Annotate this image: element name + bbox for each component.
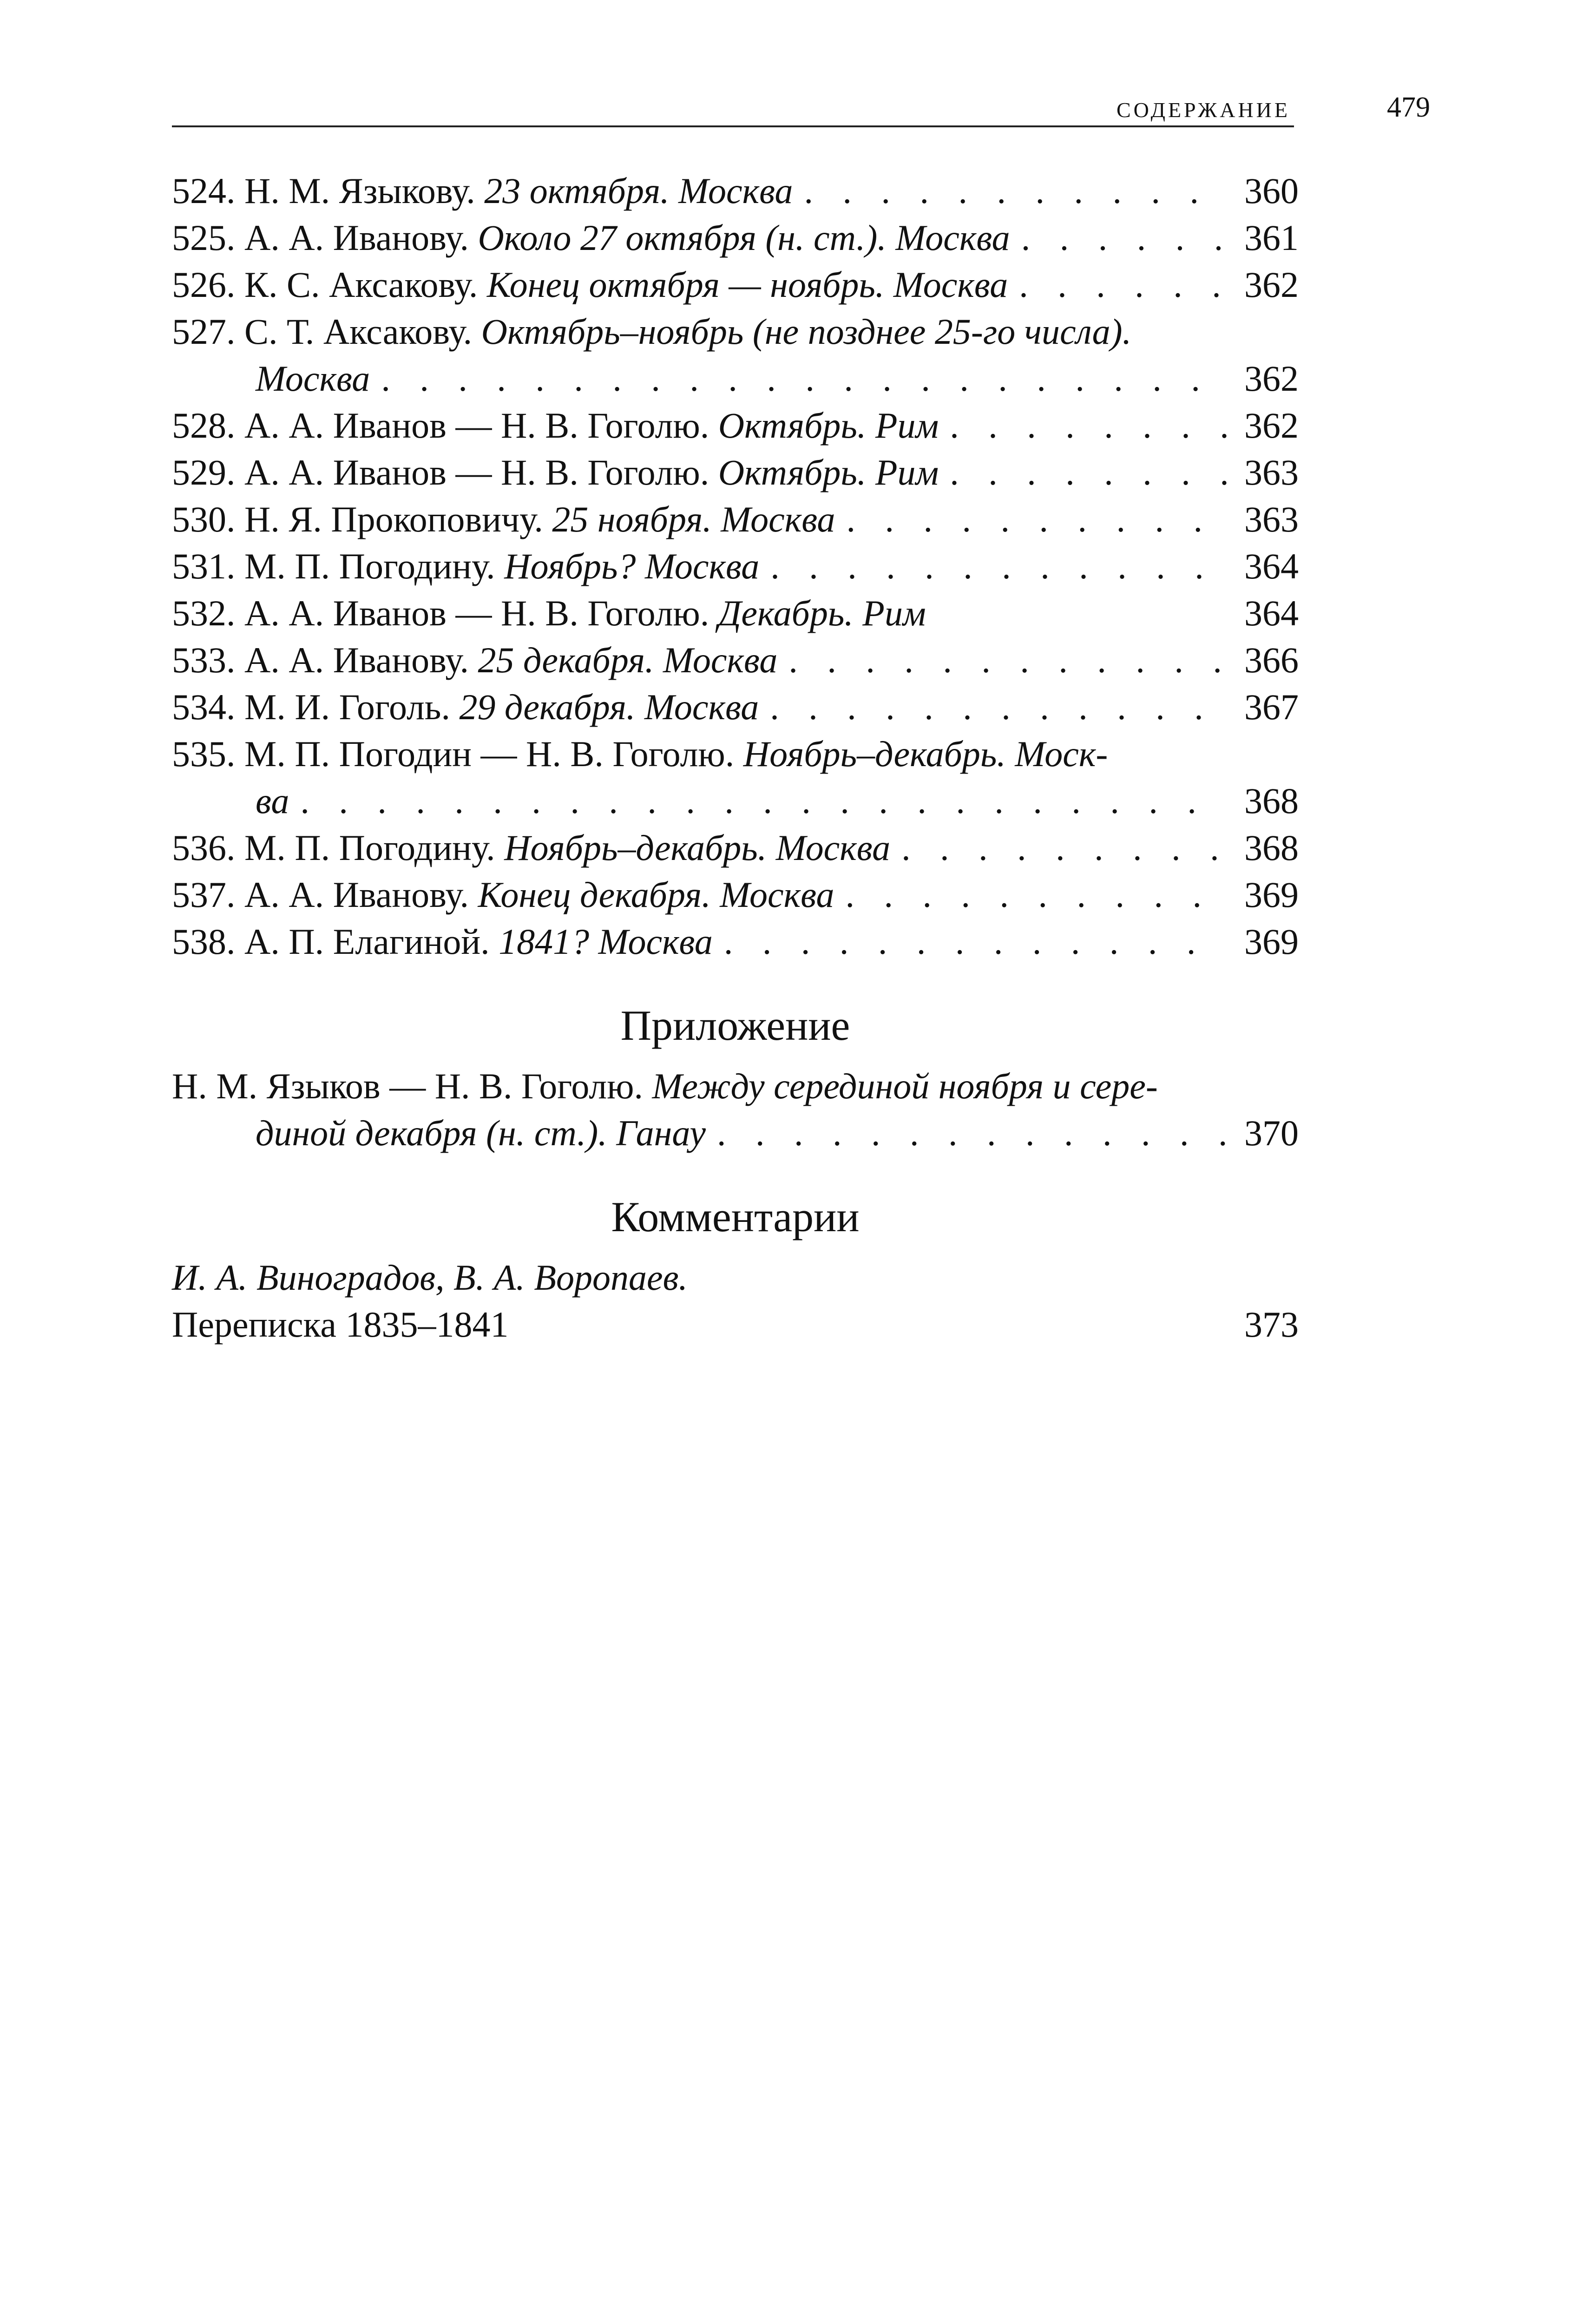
- toc-entry-535-line2: [172, 777, 1299, 824]
- entry-label: 526. К. С. Аксакову. Конец октября — ноябрь. Москва: [172, 264, 1008, 305]
- entry-page: 368: [1244, 781, 1299, 821]
- leader-dots: [717, 1109, 1227, 1156]
- entry-page: 363: [1244, 452, 1299, 492]
- entry-label: 530. Н. Я. Прокоповичу. 25 ноября. Москва: [172, 499, 835, 539]
- leader-dots: [300, 777, 1227, 824]
- entry-page: 369: [1244, 921, 1299, 962]
- toc-entry-532: [172, 590, 1299, 637]
- entry-continuation: ва: [256, 781, 289, 821]
- entry-page: 367: [1244, 687, 1299, 727]
- leader-dots: [770, 543, 1227, 590]
- toc-entry-533: [172, 637, 1299, 683]
- entry-page: 363: [1244, 499, 1299, 539]
- table-of-contents: [172, 167, 1299, 1348]
- entry-label: 524. Н. М. Языкову. 23 октября. Москва: [172, 171, 793, 211]
- toc-entry-534: [172, 683, 1299, 730]
- entry-label: 529. А. А. Иванов — Н. В. Гоголю. Октябрь. Рим: [172, 452, 939, 492]
- toc-entry-536: [172, 824, 1299, 871]
- entry-page: 360: [1244, 171, 1299, 211]
- toc-entry-525: [172, 214, 1299, 261]
- toc-entry-527-line1: 527. С. Т. Аксакову. Октябрь–ноябрь (не позднее 25-го числа).: [172, 311, 1132, 352]
- toc-entry-526: [172, 261, 1299, 308]
- entry-page: 366: [1244, 640, 1299, 680]
- toc-entry-528: [172, 402, 1299, 449]
- entry-page: 368: [1244, 827, 1299, 868]
- entry-label: Переписка 1835–1841: [172, 1304, 509, 1345]
- entry-label: 535. М. П. Погодин — Н. В. Гоголю. Ноябрь–декабрь. Моск-: [172, 734, 1108, 774]
- entry-label: 534. М. И. Гоголь. 29 декабря. Москва: [172, 687, 759, 727]
- entry-page: 369: [1244, 874, 1299, 915]
- entry-page: 364: [1244, 546, 1299, 586]
- leader-dots: [724, 918, 1227, 965]
- entry-page: 362: [1244, 405, 1299, 446]
- page-number: 479: [1387, 92, 1430, 123]
- entry-page: 370: [1244, 1113, 1299, 1153]
- toc-entry-524: [172, 167, 1299, 214]
- leader-dots: [770, 683, 1227, 730]
- commentary-heading: Комментарии: [611, 1193, 860, 1240]
- toc-entry-529: [172, 449, 1299, 496]
- appendix-entry-line2: [172, 1109, 1299, 1156]
- toc-entry-531: [172, 543, 1299, 590]
- entry-label: 536. М. П. Погодину. Ноябрь–декабрь. Москва: [172, 827, 891, 868]
- entry-page: 361: [1244, 217, 1299, 258]
- leader-dots: [381, 355, 1227, 402]
- toc-entry-530: [172, 496, 1299, 543]
- entry-continuation: диной декабря (н. ст.). Ганау: [256, 1113, 706, 1153]
- running-title: СОДЕРЖАНИЕ: [1113, 98, 1294, 122]
- entry-label: 538. А. П. Елагиной. 1841? Москва: [172, 921, 713, 962]
- leader-dots: [804, 167, 1227, 214]
- leader-dots: [1019, 261, 1227, 308]
- entry-page: 373: [1244, 1304, 1299, 1345]
- entry-label: 528. А. А. Иванов — Н. В. Гоголю. Октябрь. Рим: [172, 405, 939, 446]
- entry-label: 532. А. А. Иванов — Н. В. Гоголю. Декабрь. Рим: [172, 593, 926, 633]
- toc-entry-537: [172, 871, 1299, 918]
- leader-dots: [901, 824, 1227, 871]
- entry-page: 362: [1244, 358, 1299, 399]
- entry-label: 533. А. А. Иванову. 25 декабря. Москва: [172, 640, 778, 680]
- entry-continuation: Москва: [256, 358, 370, 399]
- entry-page: 364: [1244, 593, 1299, 633]
- entry-label: 537. А. А. Иванову. Конец декабря. Москва: [172, 874, 834, 915]
- toc-entry-538: [172, 918, 1299, 965]
- entry-page: 362: [1244, 264, 1299, 305]
- toc-entry-527-line2: [172, 355, 1299, 402]
- leader-dots: [846, 871, 1228, 918]
- leader-dots: [1021, 214, 1227, 261]
- leader-dots: [950, 402, 1227, 449]
- commentary-entry: [172, 1301, 1299, 1348]
- leader-dots: [788, 637, 1227, 683]
- toc-entry-535-line1: [172, 730, 1299, 777]
- commentary-authors: И. А. Виноградов, В. А. Воропаев.: [172, 1257, 688, 1298]
- entry-label: 531. М. П. Погодину. Ноябрь? Москва: [172, 546, 760, 586]
- appendix-entry-line1: Н. М. Языков — Н. В. Гоголю. Между серединой ноября и сере-: [172, 1066, 1158, 1106]
- entry-label: 525. А. А. Иванову. Около 27 октября (н. ст.). Москва: [172, 217, 1010, 258]
- header-rule: [172, 125, 1294, 127]
- leader-dots: [950, 449, 1227, 496]
- leader-dots: [847, 496, 1227, 543]
- appendix-heading: Приложение: [620, 1002, 850, 1049]
